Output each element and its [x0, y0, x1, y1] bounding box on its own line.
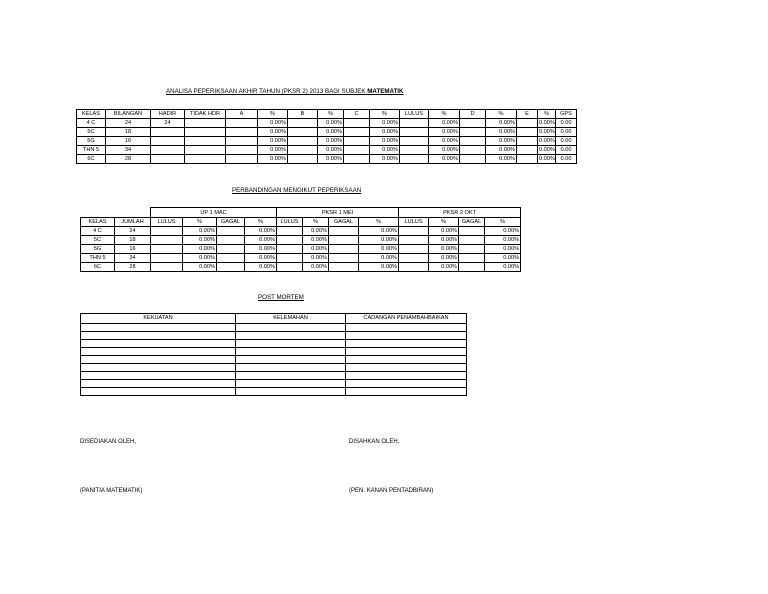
- col-pct: %: [485, 218, 521, 227]
- cell-empty: [459, 227, 485, 236]
- cell-pct: 0.00%: [258, 137, 288, 146]
- col-lulus: LULUS: [151, 218, 183, 227]
- cell-pct: 0.00%: [429, 137, 460, 146]
- cell-pct: 0.00%: [539, 120, 555, 126]
- cell-jumlah: 18: [115, 236, 151, 245]
- cell-empty: [399, 263, 429, 272]
- cell-pct: 0.00%: [318, 128, 344, 137]
- cell-pct: 0.00%: [429, 263, 459, 272]
- table-row: [81, 332, 467, 340]
- cell-kelas: 4 C: [81, 227, 115, 236]
- cell-pct: 0.00%: [303, 263, 329, 272]
- cell-pct: 0.00%: [183, 263, 217, 272]
- cell-empty[interactable]: [81, 364, 236, 372]
- cell-jumlah: 28: [115, 263, 151, 272]
- cell-pct: 0.00%: [486, 119, 517, 128]
- cell-pct: 0.00%: [318, 146, 344, 155]
- cell-bilangan: 34: [106, 146, 151, 155]
- cell-empty: [277, 227, 303, 236]
- col-pct-d: %: [486, 110, 517, 119]
- cell-empty: [288, 137, 318, 146]
- cell-empty: [329, 236, 359, 245]
- cell-empty: [288, 146, 318, 155]
- cell-hadir: [151, 146, 185, 155]
- col-gagal: GAGAL: [329, 218, 359, 227]
- cell-pct: 0.00%: [486, 137, 517, 146]
- cell-pct: 0.00%: [539, 156, 555, 162]
- col-pct: %: [183, 218, 217, 227]
- cell-empty: [400, 119, 429, 128]
- cell-pct: 0.00%: [485, 254, 521, 263]
- col-pct: %: [245, 218, 277, 227]
- comparison-header-row: [81, 218, 521, 227]
- table-row: [77, 128, 577, 137]
- table-row: [81, 236, 521, 245]
- cell-empty: [399, 245, 429, 254]
- table-row: [77, 155, 577, 164]
- cell-empty[interactable]: [346, 372, 467, 380]
- cell-empty: [217, 263, 245, 272]
- cell-empty[interactable]: [81, 340, 236, 348]
- exam-up1-mac: UP 1 MAC: [151, 208, 277, 218]
- cell-pct: 0.00%: [429, 155, 460, 164]
- cell-pct: 0.00%: [303, 254, 329, 263]
- cell-pct: 0.00%: [359, 254, 399, 263]
- cell-jumlah: 24: [115, 227, 151, 236]
- table-row: [77, 146, 577, 155]
- table-row: [81, 372, 467, 380]
- cell-kelas: 4 C: [77, 119, 106, 128]
- col-pct: %: [429, 218, 459, 227]
- table-row: [81, 380, 467, 388]
- cell-kelas: 6C: [77, 155, 106, 164]
- cell-pct: 0.00%: [303, 236, 329, 245]
- cell-empty: [288, 155, 318, 164]
- cell-kelas: 5C: [81, 236, 115, 245]
- cell-empty: [399, 236, 429, 245]
- cell-empty: [460, 137, 486, 146]
- cell-kelas: THN 5: [81, 254, 115, 263]
- col-gps: GPS: [556, 110, 577, 119]
- cell-empty: [460, 119, 486, 128]
- cell-empty[interactable]: [81, 324, 236, 332]
- table-row: [77, 137, 577, 146]
- cell-empty: [517, 119, 538, 128]
- table-row: [77, 119, 577, 128]
- cell-pct: 0.00%: [370, 128, 400, 137]
- prepared-by-label: DISEDIAKAN OLEH,: [80, 439, 137, 445]
- cell-empty: [459, 236, 485, 245]
- col-pct-c: %: [370, 110, 400, 119]
- cell-pct: 0.00%: [258, 119, 288, 128]
- table-row: [81, 324, 467, 332]
- cell-pct: 0.00%: [245, 263, 277, 272]
- cell-pct: 0.00%: [486, 155, 517, 164]
- cell-pct: 0.00%: [539, 138, 555, 144]
- cell-empty: [217, 227, 245, 236]
- cell-kelas: 5G: [77, 137, 106, 146]
- table-row: [81, 254, 521, 263]
- cell-pct: 0.00%: [429, 254, 459, 263]
- cell-empty: [517, 137, 538, 146]
- cell-empty[interactable]: [236, 388, 346, 396]
- cell-empty[interactable]: [346, 356, 467, 364]
- cell-empty[interactable]: [346, 380, 467, 388]
- col-jumlah: JUMLAH: [115, 218, 151, 227]
- cell-empty[interactable]: [236, 380, 346, 388]
- post-mortem-title: POST MORTEM: [258, 294, 304, 301]
- cell-empty: [217, 236, 245, 245]
- cell-empty[interactable]: [346, 324, 467, 332]
- cell-empty: [460, 155, 486, 164]
- cell-empty: [151, 245, 183, 254]
- cell-pct: 0.00%: [370, 155, 400, 164]
- col-pct-b: %: [318, 110, 344, 119]
- cell-jumlah: 16: [115, 245, 151, 254]
- cell-kelas: 6C: [81, 263, 115, 272]
- cell-empty[interactable]: [236, 324, 346, 332]
- col-kelas: KELAS: [77, 110, 106, 119]
- cell-empty: [151, 254, 183, 263]
- cell-pct: 0.00%: [539, 147, 555, 153]
- cell-empty: [460, 128, 486, 137]
- cell-pct: 0.00%: [183, 227, 217, 236]
- col-c: C: [344, 110, 370, 119]
- cell-kelas: THN 5: [77, 146, 106, 155]
- cell-pct: 0.00%: [370, 137, 400, 146]
- cell-empty: [185, 137, 226, 146]
- cell-empty: [344, 128, 370, 137]
- cell-kelas: 5G: [81, 245, 115, 254]
- cell-empty: [226, 146, 258, 155]
- cell-pct: 0.00%: [539, 129, 555, 135]
- cell-empty[interactable]: [346, 340, 467, 348]
- cell-empty: [344, 146, 370, 155]
- approved-role: (PEN. KANAN PENTADBIRAN): [349, 488, 434, 494]
- cell-empty: [329, 254, 359, 263]
- approved-by-label: DISAHKAN OLEH,: [349, 439, 400, 445]
- cell-empty[interactable]: [236, 372, 346, 380]
- cell-pct: 0.00%: [359, 263, 399, 272]
- cell-pct: 0.00%: [485, 245, 521, 254]
- col-bilangan: BILANGAN: [106, 110, 151, 119]
- col-b: B: [288, 110, 318, 119]
- cell-empty: [288, 128, 318, 137]
- table-row: [81, 388, 467, 396]
- cell-empty: [185, 119, 226, 128]
- cell-empty: [226, 119, 258, 128]
- prepared-role: (PANITIA MATEMATIK): [80, 488, 143, 494]
- cell-hadir: [151, 137, 185, 146]
- table-row: [81, 227, 521, 236]
- col-pct-e: %: [538, 110, 556, 119]
- col-hadir: HADIR: [151, 110, 185, 119]
- col-pct: %: [303, 218, 329, 227]
- title-subject: MATEMATIK: [367, 88, 404, 95]
- col-gagal: GAGAL: [217, 218, 245, 227]
- cell-pct: 0.00%: [258, 128, 288, 137]
- cell-empty: [517, 155, 538, 164]
- cell-empty: [329, 227, 359, 236]
- exam-pksr2-okt: PKSR 2 OKT: [399, 208, 521, 218]
- table-row: [81, 340, 467, 348]
- cell-empty: [151, 236, 183, 245]
- cell-empty[interactable]: [81, 380, 236, 388]
- cell-empty: [226, 137, 258, 146]
- post-mortem-header-row: [81, 314, 467, 324]
- cell-empty: [226, 155, 258, 164]
- cell-pct: 0.00%: [303, 245, 329, 254]
- cell-pct: 0.00%: [183, 254, 217, 263]
- cell-empty[interactable]: [81, 332, 236, 340]
- col-d: D: [460, 110, 486, 119]
- cell-empty: [329, 263, 359, 272]
- cell-pct: 0.00%: [359, 245, 399, 254]
- cell-pct: 0.00%: [318, 119, 344, 128]
- cell-empty: [217, 245, 245, 254]
- col-lulus: LULUS: [400, 110, 429, 119]
- cell-pct: 0.00%: [359, 236, 399, 245]
- col-pct-lulus: %: [429, 110, 460, 119]
- cell-empty: [226, 128, 258, 137]
- cell-empty: [115, 208, 151, 218]
- document-title: [166, 88, 403, 95]
- cell-pct: 0.00%: [429, 119, 460, 128]
- cell-empty: [151, 227, 183, 236]
- comparison-table: [80, 207, 521, 272]
- comparison-title: PERBANDINGAN MENGIKUT PEPERIKSAAN: [232, 187, 362, 194]
- cell-pct: 0.00%: [183, 245, 217, 254]
- cell-bilangan: 24: [106, 119, 151, 128]
- cell-pct: 0.00%: [318, 137, 344, 146]
- cell-hadir: [151, 155, 185, 164]
- comparison-exam-row: [81, 208, 521, 218]
- col-kekuatan: KEKUATAN: [81, 314, 236, 324]
- col-tidak-hdr: TIDAK HDR: [185, 110, 226, 119]
- cell-empty: [517, 128, 538, 137]
- cell-bilangan: 16: [106, 137, 151, 146]
- col-lulus: LULUS: [277, 218, 303, 227]
- cell-empty: [459, 245, 485, 254]
- cell-pct: 0.00%: [258, 146, 288, 155]
- cell-empty[interactable]: [346, 388, 467, 396]
- cell-gps: 0.00: [556, 155, 577, 164]
- cell-empty[interactable]: [346, 348, 467, 356]
- post-mortem-table: [80, 313, 467, 396]
- cell-pct: 0.00%: [485, 263, 521, 272]
- cell-jumlah: 34: [115, 254, 151, 263]
- cell-empty: [185, 155, 226, 164]
- table-row: [81, 364, 467, 372]
- cell-gps: 0.00: [556, 137, 577, 146]
- cell-empty[interactable]: [236, 332, 346, 340]
- cell-pct: 0.00%: [183, 236, 217, 245]
- analysis-table: [76, 109, 577, 164]
- cell-empty: [151, 263, 183, 272]
- cell-empty: [460, 146, 486, 155]
- analysis-header-row: [77, 110, 577, 119]
- cell-pct: 0.00%: [429, 227, 459, 236]
- col-kelemahan: KELEMAHAN: [236, 314, 346, 324]
- cell-pct: 0.00%: [258, 155, 288, 164]
- cell-empty: [400, 128, 429, 137]
- col-pct-a: %: [258, 110, 288, 119]
- cell-empty[interactable]: [81, 372, 236, 380]
- cell-empty: [329, 245, 359, 254]
- cell-empty: [399, 227, 429, 236]
- cell-empty: [400, 146, 429, 155]
- cell-empty: [277, 254, 303, 263]
- cell-empty: [459, 263, 485, 272]
- col-kelas: KELAS: [81, 218, 115, 227]
- cell-pct: 0.00%: [245, 236, 277, 245]
- cell-empty[interactable]: [236, 364, 346, 372]
- cell-pct: 0.00%: [245, 227, 277, 236]
- cell-pct: 0.00%: [485, 227, 521, 236]
- cell-empty: [288, 119, 318, 128]
- table-row: [81, 245, 521, 254]
- cell-empty: [277, 245, 303, 254]
- cell-pct: 0.00%: [486, 128, 517, 137]
- cell-pct: 0.00%: [429, 236, 459, 245]
- cell-hadir: 24: [151, 119, 185, 128]
- cell-pct: 0.00%: [429, 245, 459, 254]
- col-lulus: LULUS: [399, 218, 429, 227]
- cell-empty: [399, 254, 429, 263]
- col-cadangan: CADANGAN PENAMBAHBAIKAN: [346, 314, 467, 324]
- cell-pct: 0.00%: [370, 146, 400, 155]
- cell-empty: [185, 128, 226, 137]
- cell-empty[interactable]: [236, 356, 346, 364]
- cell-pct: 0.00%: [429, 128, 460, 137]
- cell-empty: [400, 137, 429, 146]
- cell-empty: [344, 137, 370, 146]
- cell-pct: 0.00%: [485, 236, 521, 245]
- cell-gps: 0.00: [556, 119, 577, 128]
- col-pct: %: [359, 218, 399, 227]
- col-a: A: [226, 110, 258, 119]
- cell-kelas: 5C: [77, 128, 106, 137]
- cell-gps: 0.00: [556, 146, 577, 155]
- table-row: [81, 263, 521, 272]
- cell-empty[interactable]: [81, 388, 236, 396]
- table-row: [81, 356, 467, 364]
- cell-gps: 0.00: [556, 128, 577, 137]
- cell-hadir: [151, 128, 185, 137]
- cell-empty[interactable]: [81, 348, 236, 356]
- title-prefix: ANALISA PEPERIKSAAN AKHIR TAHUN (PKSR 2) 2013 BAGI SUBJEK: [166, 88, 368, 95]
- cell-empty: [185, 146, 226, 155]
- cell-empty[interactable]: [236, 340, 346, 348]
- exam-pksr1-mei: PKSR 1 MEI: [277, 208, 399, 218]
- cell-empty: [344, 119, 370, 128]
- cell-pct: 0.00%: [303, 227, 329, 236]
- cell-pct: 0.00%: [245, 254, 277, 263]
- cell-pct: 0.00%: [245, 245, 277, 254]
- cell-empty[interactable]: [81, 356, 236, 364]
- cell-bilangan: 18: [106, 128, 151, 137]
- cell-pct: 0.00%: [429, 146, 460, 155]
- cell-empty: [277, 236, 303, 245]
- cell-empty: [81, 208, 115, 218]
- cell-empty: [217, 254, 245, 263]
- cell-empty: [459, 254, 485, 263]
- col-e: E: [517, 110, 538, 119]
- cell-pct: 0.00%: [359, 227, 399, 236]
- cell-empty: [344, 155, 370, 164]
- cell-empty[interactable]: [236, 348, 346, 356]
- cell-empty: [400, 155, 429, 164]
- col-gagal: GAGAL: [459, 218, 485, 227]
- cell-pct: 0.00%: [370, 119, 400, 128]
- cell-bilangan: 28: [106, 155, 151, 164]
- cell-empty: [277, 263, 303, 272]
- cell-empty[interactable]: [346, 332, 467, 340]
- cell-empty: [517, 146, 538, 155]
- cell-empty[interactable]: [346, 364, 467, 372]
- table-row: [81, 348, 467, 356]
- cell-pct: 0.00%: [318, 155, 344, 164]
- cell-pct: 0.00%: [486, 146, 517, 155]
